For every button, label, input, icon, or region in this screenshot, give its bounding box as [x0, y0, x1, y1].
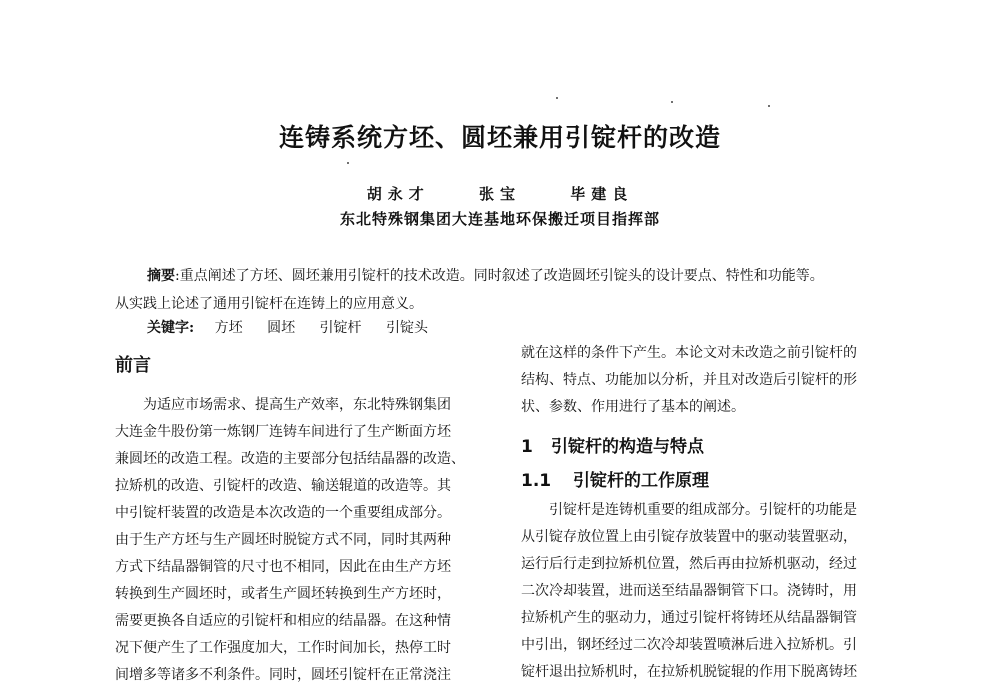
subsection-number: 1.1 [521, 471, 552, 491]
text-line: 方式下结晶器铜管的尺寸也不相同，因此在由生产方坯 [115, 559, 451, 575]
text-line: 中引出，钢坯经过二次冷却装置喷淋后进入拉矫机。引 [521, 637, 857, 653]
text-line: 引锭杆是连铸机重要的组成部分。引锭杆的功能是 [549, 502, 857, 518]
section-body-paragraph [521, 497, 896, 686]
keywords [147, 317, 432, 337]
text-line: 需要更换各自适应的引锭杆和相应的结晶器。在这种情 [115, 613, 451, 629]
text-line: 从引锭存放位置上由引锭存放装置中的驱动装置驱动， [521, 529, 857, 545]
abstract-line [115, 262, 905, 290]
keyword: 方坯 [214, 320, 243, 336]
author-affiliation: 东北特殊钢集团大连基地环保搬迁项目指挥部 [339, 210, 660, 228]
text-line: 状、参数、作用进行了基本的阐述。 [521, 399, 745, 415]
author-list [0, 183, 1000, 204]
keywords-label: 关键字: [147, 320, 195, 336]
text-line: 结构、特点、功能加以分析，并且对改造后引锭杆的形 [521, 372, 857, 388]
intro-continuation-paragraph [521, 340, 896, 421]
text-line: 间增多等诸多不利条件。同时，圆坯引锭杆在正常浇注 [115, 667, 451, 683]
keyword: 引锭头 [385, 320, 428, 336]
keyword: 圆坯 [267, 320, 296, 336]
subsection-title: 引锭杆的工作原理 [573, 471, 709, 491]
abstract-label: 摘要 [147, 268, 175, 284]
scan-speck [347, 162, 349, 164]
text-line: 拉矫机的改造、引锭杆的改造、输送辊道的改造等。其 [115, 478, 451, 494]
text-line: 兼圆坯的改造工程。改造的主要部分包括结晶器的改造、 [115, 451, 465, 467]
paper-title: 连铸系统方坯、圆坯兼用引锭杆的改造 [278, 123, 721, 152]
section-number: 1 [521, 437, 533, 457]
left-column [115, 340, 495, 689]
keyword: 引锭杆 [319, 320, 362, 336]
text-line: 中引锭杆装置的改造是本次改造的一个重要组成部分。 [115, 505, 451, 521]
text-line: 为适应市场需求、提高生产效率，东北特殊钢集团 [143, 397, 451, 413]
abstract [115, 262, 905, 318]
scan-speck [768, 105, 770, 107]
text-line: 运行后行走到拉矫机位置，然后再由拉矫机驱动，经过 [521, 556, 857, 572]
text-line: 拉矫机产生的驱动力，通过引锭杆将铸坯从结晶器铜管 [521, 610, 857, 626]
text-line: 二次冷却装置，进而送至结晶器铜管下口。浇铸时，用 [521, 583, 857, 599]
scan-speck [556, 97, 558, 99]
section-heading [521, 431, 896, 463]
preface-paragraph [115, 392, 495, 689]
text-line: 锭杆退出拉矫机时，在拉矫机脱锭辊的作用下脱离铸坯 [521, 664, 857, 680]
subsection-heading [521, 465, 896, 497]
author-name: 胡永才 [366, 185, 430, 203]
scan-speck [671, 101, 673, 103]
text-line: 况下便产生了工作强度加大，工作时间加长，热停工时 [115, 640, 451, 656]
text-line: 转换到生产圆坯时，或者生产圆坯转换到生产方坯时， [115, 586, 451, 602]
author-name: 张宝 [478, 185, 521, 203]
text-line: 大连金牛股份第一炼钢厂连铸车间进行了生产断面方坯 [115, 424, 451, 440]
section-title: 引锭杆的构造与特点 [551, 437, 704, 457]
preface-heading: 前言 [115, 355, 151, 376]
abstract-line: 从实践上论述了通用引锭杆在连铸上的应用意义。 [115, 296, 423, 312]
abstract-text: :重点阐述了方坯、圆坯兼用引锭杆的技术改造。同时叙述了改造圆坯引锭头的设计要点、特性和功能等。 [175, 268, 824, 284]
author-name: 毕建良 [570, 185, 634, 203]
text-line: 就在这样的条件下产生。本论文对未改造之前引锭杆的 [521, 345, 857, 361]
text-line: 由于生产方坯与生产圆坯时脱锭方式不同，同时其两种 [115, 532, 451, 548]
right-column [521, 340, 896, 686]
